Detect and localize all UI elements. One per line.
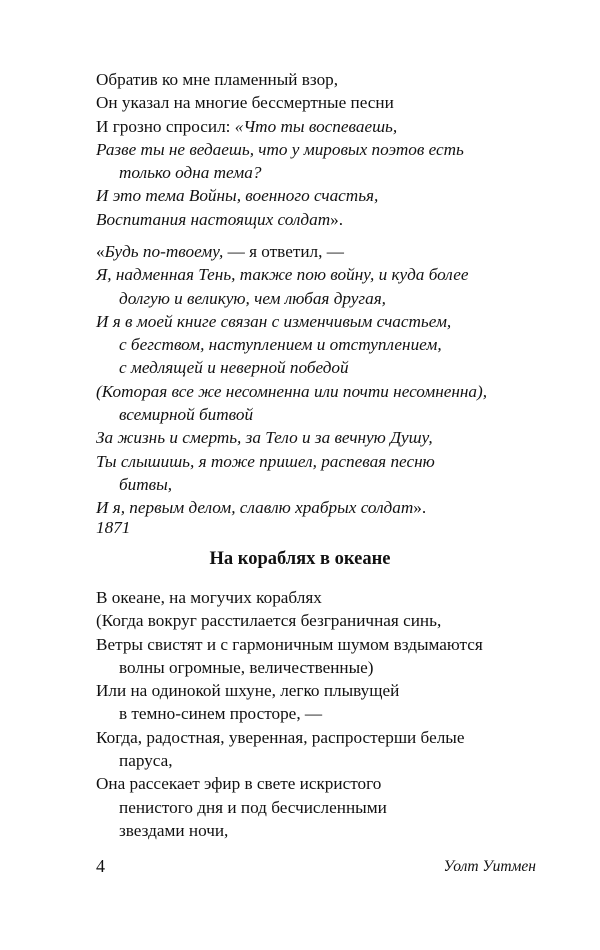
verse-line (96, 184, 566, 207)
verse-line (96, 633, 566, 656)
verse-text-italic: За жизнь и смерть, за Тело и за вечную Душу, (96, 428, 433, 448)
verse-line (96, 702, 566, 725)
verse-line (96, 333, 566, 356)
verse-text: Он указал на многие бессмертные песни (96, 93, 394, 113)
stanza-2 (96, 240, 566, 520)
verse-line (96, 380, 566, 403)
verse-line (96, 287, 566, 310)
verse-line (96, 310, 566, 333)
verse-line (96, 161, 566, 184)
stanza-3 (96, 586, 566, 842)
verse-text: волны огромные, величественные) (119, 657, 374, 677)
verse-text: ». (413, 498, 427, 518)
verse-text: в темно-синем просторе, — (119, 704, 323, 724)
verse-text: ». (330, 209, 343, 229)
verse-line (96, 726, 566, 749)
verse-text: Обратив ко мне пламенный взор, (96, 70, 339, 89)
verse-text: В океане, на могучих кораблях (96, 588, 322, 607)
poem-title: На кораблях в океане (209, 549, 391, 569)
verse-text: Когда, радостная, уверенная, распростерши белые (96, 727, 465, 747)
verse-line (96, 796, 566, 819)
verse-line (96, 749, 566, 772)
verse-text-italic: с медлящей и неверной победой (119, 358, 349, 378)
verse-line (96, 586, 566, 609)
verse-text: паруса, (119, 751, 173, 771)
stanza-1 (96, 68, 566, 231)
verse-line (96, 609, 566, 632)
verse-line (96, 115, 566, 138)
verse-line (96, 450, 566, 473)
verse-text-italic: только одна тема? (119, 163, 262, 183)
verse-line (96, 356, 566, 379)
verse-text-italic: всемирной битвой (119, 405, 254, 425)
verse-line (96, 91, 566, 114)
verse-text-italic: Ты слышишь, я тоже пришел, распевая песню (96, 451, 435, 471)
verse-line (96, 819, 566, 842)
verse-line (96, 138, 566, 161)
poem-year: 1871 (96, 518, 131, 537)
verse-text-italic: Я, надменная Тень, также пою войну, и куда более (96, 265, 469, 285)
verse-text-italic: И это тема Войны, военного счастья, (96, 186, 379, 206)
verse-line (96, 679, 566, 702)
verse-text: пенистого дня и под бесчисленными (119, 797, 387, 817)
verse-line (96, 473, 566, 496)
verse-line (96, 68, 566, 91)
verse-text-italic: битвы, (119, 474, 173, 494)
verse-text: Ветры свистят и с гармоничным шумом вздымаются (96, 634, 483, 654)
verse-text-italic: И я в моей книге связан с изменчивым счастьем, (96, 311, 452, 331)
verse-line (96, 496, 566, 519)
verse-line (96, 656, 566, 679)
running-footer-author: Уолт Уитмен (443, 858, 536, 875)
verse-text: (Когда вокруг расстилается безграничная синь, (96, 611, 442, 631)
verse-text: — я ответил, — (223, 242, 344, 261)
page-number: 4 (96, 856, 105, 876)
verse-text-italic: (Которая все же несомненна или почти несомненна), (96, 381, 488, 401)
verse-line (96, 263, 566, 286)
verse-text-italic: Будь по-твоему, (104, 242, 224, 261)
verse-text: Или на одинокой шхуне, легко плывущей (96, 681, 400, 701)
verse-text-italic: Воспитания настоящих солдат (96, 209, 331, 229)
verse-line (96, 240, 566, 263)
verse-text-italic: И я, первым делом, славлю храбрых солдат (96, 498, 414, 518)
verse-text-italic: с бегством, наступлением и отступлением, (119, 335, 442, 355)
verse-text-italic: долгую и великую, чем любая другая, (119, 288, 386, 308)
verse-line (96, 426, 566, 449)
verse-text: « (96, 242, 105, 261)
verse-text: звездами ночи, (119, 820, 229, 840)
verse-line (96, 208, 566, 231)
verse-text-italic: «Что ты воспеваешь, (234, 116, 398, 136)
verse-line (96, 772, 566, 795)
verse-text: И грозно спросил: (96, 116, 235, 136)
verse-text: Она рассекает эфир в свете искристого (96, 774, 382, 794)
verse-text-italic: Разве ты не ведаешь, что у мировых поэтов есть (96, 139, 464, 159)
verse-line (96, 403, 566, 426)
